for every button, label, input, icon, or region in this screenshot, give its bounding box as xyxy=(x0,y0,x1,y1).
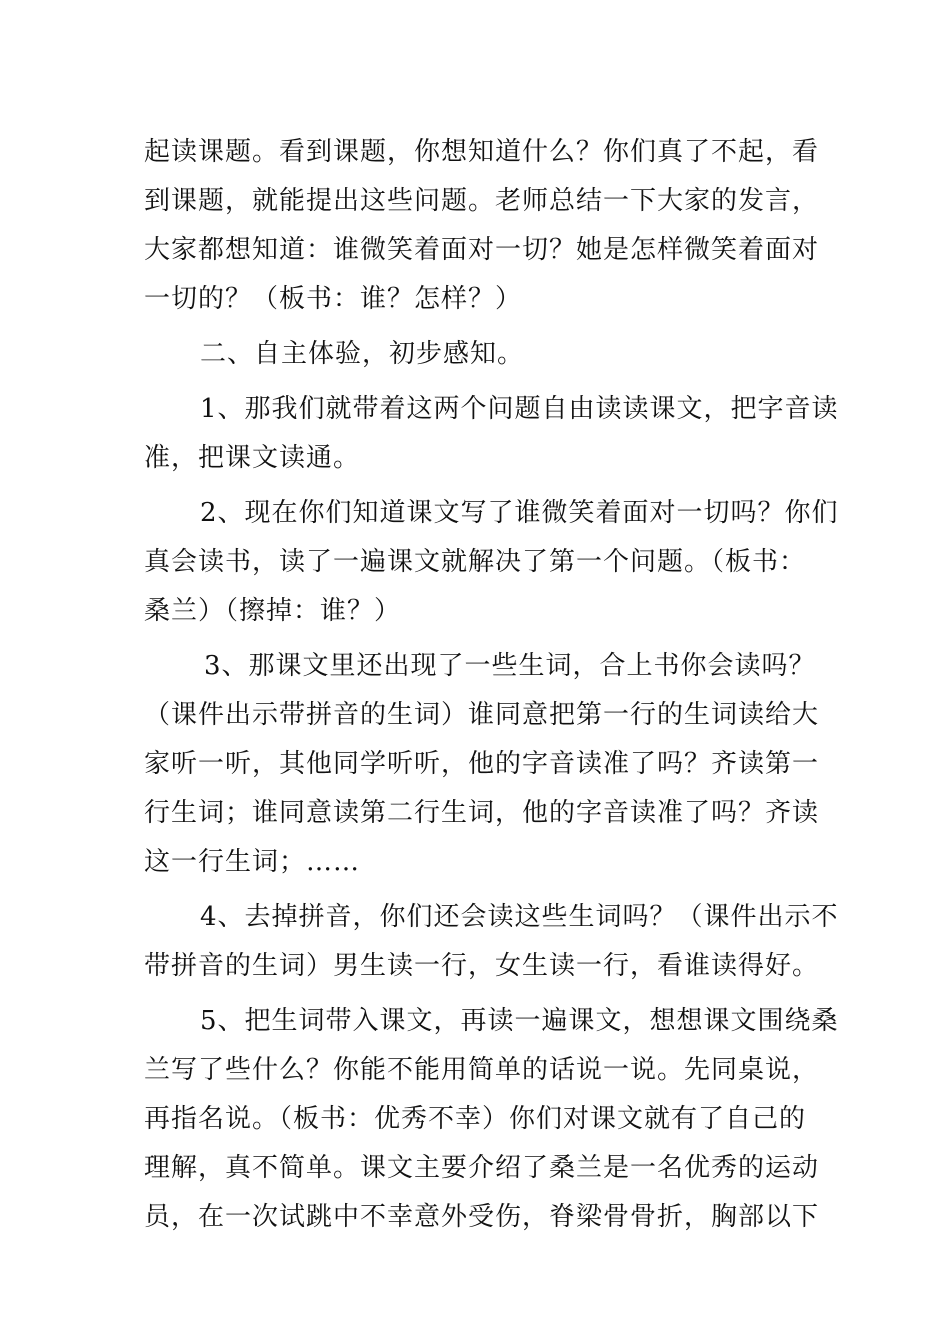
text-line: 真会读书，读了一遍课文就解决了第一个问题。（板书： xyxy=(144,547,807,577)
document-body xyxy=(144,128,839,1242)
text-line: 2、现在你们知道课文写了谁微笑着面对一切吗？你们 xyxy=(200,498,839,528)
text-line: 起读课题。看到课题，你想知道什么？你们真了不起，看 xyxy=(144,137,820,167)
text-line: 家听一听，其他同学听听，他的字音读准了吗？齐读第一 xyxy=(144,749,820,779)
text-line: 1、那我们就带着这两个问题自由读读课文，把字音读 xyxy=(200,394,839,424)
text-line: 一切的？（板书：谁？怎样？） xyxy=(144,284,523,314)
text-line: 到课题，就能提出这些问题。老师总结一下大家的发言， xyxy=(144,186,820,216)
section-heading: 二、自主体验，初步感知。 xyxy=(200,339,525,369)
text-line: 再指名说。（板书：优秀不幸）你们对课文就有了自己的 xyxy=(144,1104,807,1134)
text-line: 理解，真不简单。课文主要介绍了桑兰是一名优秀的运动 xyxy=(144,1153,820,1183)
text-line: 3、那课文里还出现了一些生词，合上书你会读吗？ xyxy=(204,651,816,681)
text-line: 5、把生词带入课文，再读一遍课文，想想课文围绕桑 xyxy=(200,1006,839,1036)
text-line: 4、去掉拼音，你们还会读这些生词吗？（课件出示不 xyxy=(200,902,839,932)
text-line: 带拼音的生词）男生读一行，女生读一行，看谁读得好。 xyxy=(144,951,820,981)
text-line: 兰写了些什么？你能不能用简单的话说一说。先同桌说， xyxy=(144,1055,820,1085)
text-line: 行生词；谁同意读第二行生词，他的字音读准了吗？齐读 xyxy=(144,798,820,828)
text-line: （课件出示带拼音的生词）谁同意把第一行的生词读给大 xyxy=(144,700,820,730)
text-line: 大家都想知道：谁微笑着面对一切？她是怎样微笑着面对 xyxy=(144,235,820,265)
text-line: 准，把课文读通。 xyxy=(144,443,361,473)
text-line: 员，在一次试跳中不幸意外受伤，脊梁骨骨折，胸部以下 xyxy=(144,1202,820,1232)
text-line: 桑兰）（擦掉：谁？） xyxy=(144,596,402,626)
text-line: 这一行生词；…… xyxy=(144,847,361,877)
